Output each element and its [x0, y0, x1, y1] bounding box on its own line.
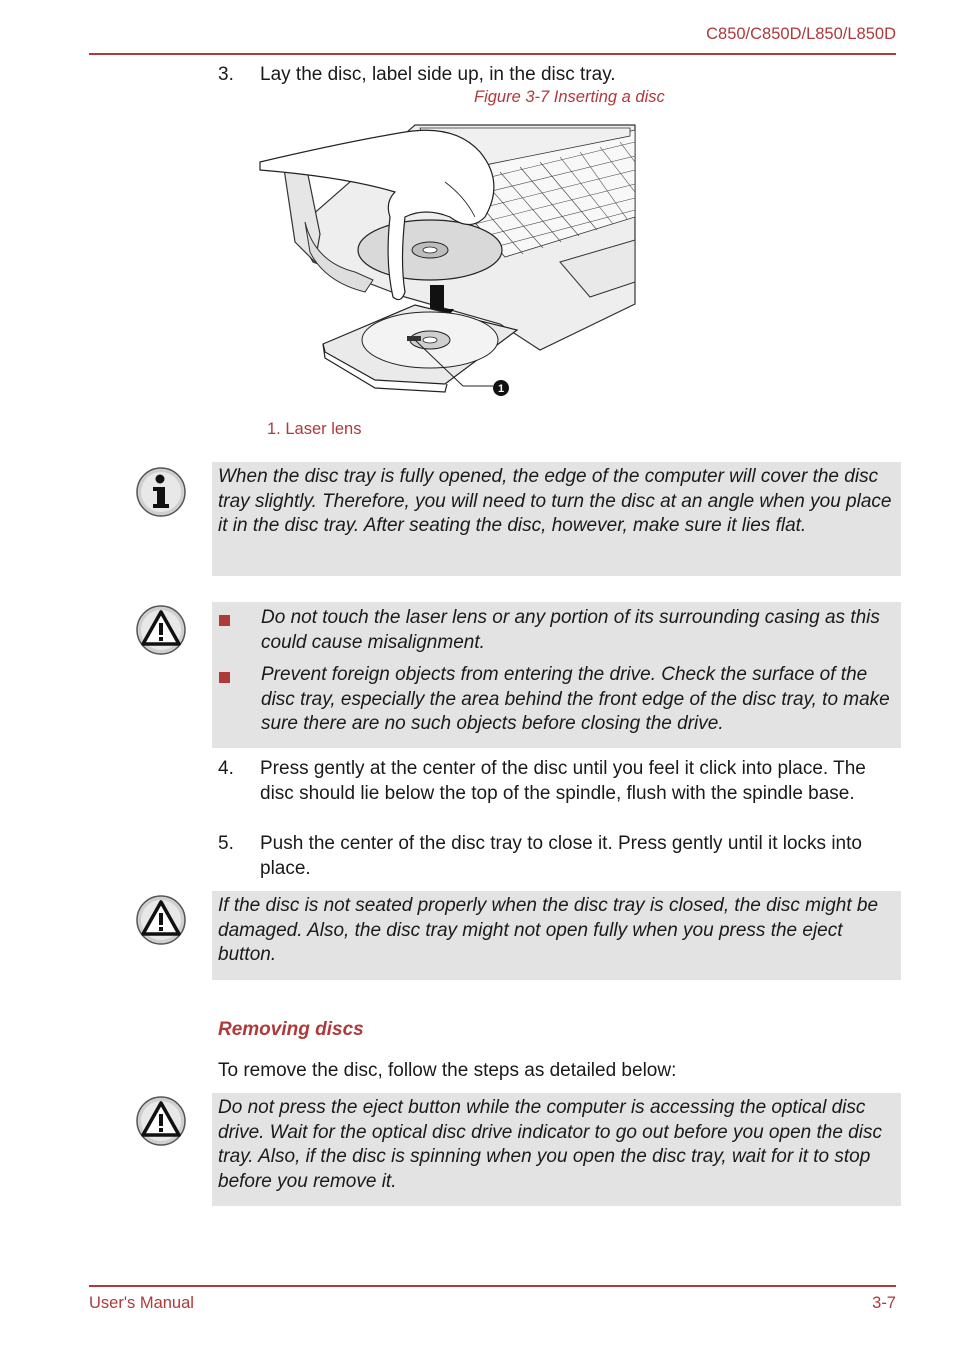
footer-rule: [89, 1285, 896, 1287]
disc-insertion-illustration: [255, 122, 640, 402]
warning-icon: [135, 1095, 187, 1147]
header-rule: [89, 53, 896, 55]
warning-icon: [135, 894, 187, 946]
step-number: 5.: [218, 833, 234, 854]
warning-text: If the disc is not seated properly when the disc tray is closed, the disc might be damaged. Also, the disc tray might not open fully when you press the eject button.: [218, 895, 879, 965]
step-number: 4.: [218, 758, 234, 779]
step-text: Push the center of the disc tray to close it. Press gently until it locks into place.: [260, 833, 862, 879]
header-model: C850/C850D/L850/L850D: [706, 25, 896, 43]
bullet-marker: [219, 672, 230, 683]
info-note-box: [212, 462, 901, 576]
figure-caption: Figure 3-7 Inserting a disc: [474, 88, 665, 106]
step-text: Press gently at the center of the disc until you feel it click into place. The disc should lie below the top of the spindle, flush with the spindle base.: [260, 758, 866, 804]
bullet-marker: [219, 615, 230, 626]
warning-box-2: [212, 891, 901, 980]
section-title: Removing discs: [218, 1019, 364, 1040]
warning-box-3: [212, 1093, 901, 1206]
info-note-text: When the disc tray is fully opened, the edge of the computer will cover the disc tray slightly. Therefore, you will need to turn the disc at an angle when you place it in the disc tray. After seating the disc, however, make sure it lies flat.: [218, 466, 892, 536]
footer-title: User's Manual: [89, 1294, 194, 1312]
page-number: 3-7: [872, 1294, 896, 1312]
step-number: 3.: [218, 64, 234, 85]
section-intro: To remove the disc, follow the steps as detailed below:: [218, 1060, 677, 1081]
bullet-text: Prevent foreign objects from entering the drive. Check the surface of the disc tray, especially the area behind the front edge of the disc tray, to make sure there are no such objects before closing the drive.: [261, 664, 890, 734]
info-icon: [135, 466, 187, 518]
callout-1-number: 1: [497, 383, 505, 395]
warning-text: Do not press the eject button while the computer is accessing the optical disc drive. Wait for the optical disc drive indicator to go out before you open the disc tray. Also, if the disc is spinning when you open the disc tray, wait for it to stop before you remove it.: [218, 1097, 882, 1192]
warning-icon: [135, 604, 187, 656]
step-text: Lay the disc, label side up, in the disc tray.: [260, 64, 616, 85]
bullet-text: Do not touch the laser lens or any portion of its surrounding casing as this could cause misalignment.: [261, 607, 880, 653]
figure-legend: 1. Laser lens: [267, 420, 362, 438]
warning-box-1: [212, 602, 901, 748]
